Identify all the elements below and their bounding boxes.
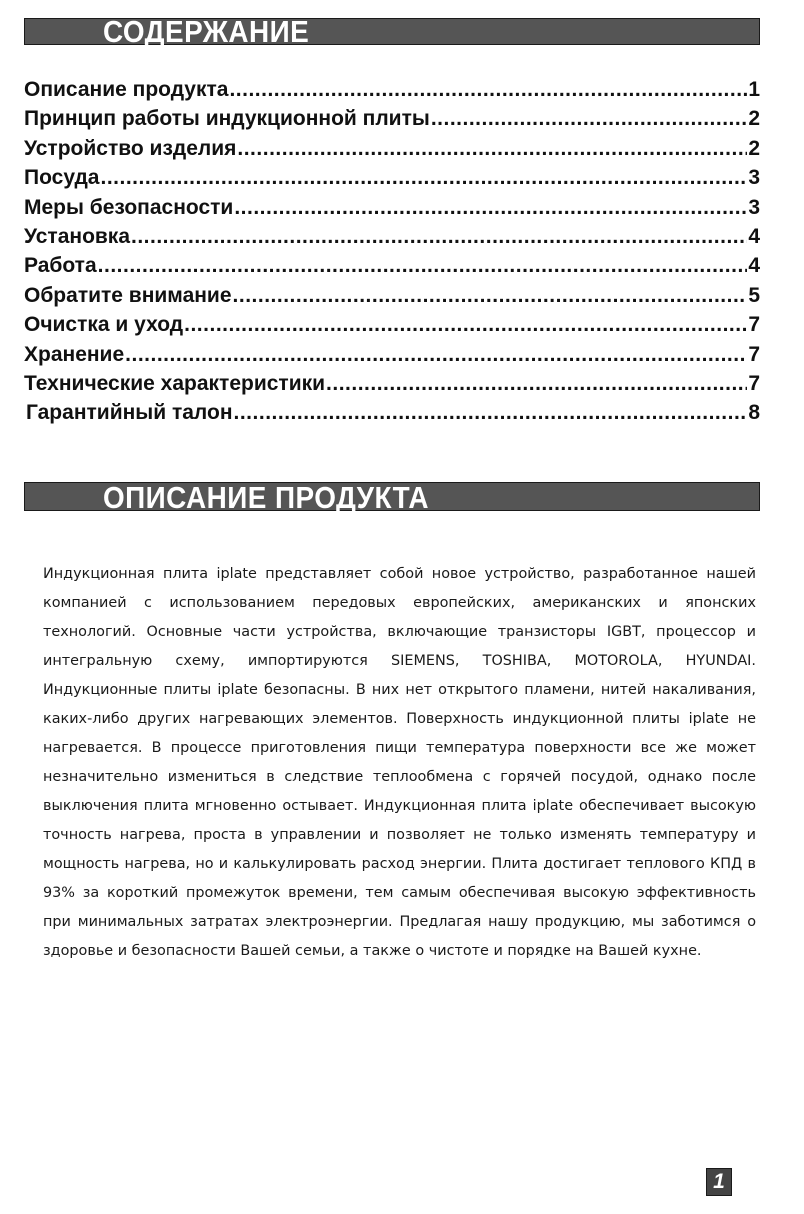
toc-entry-specifications[interactable] — [24, 369, 760, 398]
toc-leader-dots — [326, 369, 747, 398]
toc-leader-dots — [125, 340, 747, 369]
page-number: 1 — [706, 1168, 732, 1196]
toc-entry-title: Технические характеристики — [24, 371, 326, 395]
toc-leader-dots — [234, 398, 747, 427]
toc-entry-title: Посуда — [24, 166, 100, 190]
toc-entry-title: Хранение — [24, 342, 125, 366]
toc-entry-title: Описание продукта — [24, 78, 229, 101]
toc-leader-dots — [431, 104, 747, 133]
toc-entry-operating-principle[interactable] — [24, 104, 760, 133]
toc-leader-dots — [229, 75, 747, 104]
toc-entry-page: 8 — [748, 401, 760, 425]
toc-entry-page: 2 — [748, 107, 760, 131]
toc-leader-dots — [234, 193, 747, 222]
toc-entry-page: 7 — [748, 342, 760, 366]
toc-entry-operation[interactable] — [24, 251, 760, 280]
toc-entry-title: Обратите внимание — [24, 283, 232, 307]
toc-entry-title: Гарантийный талон — [26, 401, 233, 425]
toc-entry-warranty[interactable] — [24, 398, 760, 427]
toc-entry-product-description[interactable] — [24, 75, 760, 104]
toc-entry-cookware[interactable] — [24, 163, 760, 192]
toc-entry-attention[interactable] — [24, 281, 760, 310]
toc-entry-storage[interactable] — [24, 340, 760, 369]
toc-heading-bar — [24, 14, 760, 49]
toc-leader-dots — [184, 310, 747, 339]
toc-entry-page: 7 — [748, 313, 760, 337]
toc-heading: СОДЕРЖАНИЕ — [103, 14, 310, 49]
toc-entry-installation[interactable] — [24, 222, 760, 251]
toc-entry-title: Принцип работы индукционной плиты — [24, 107, 430, 131]
toc-entry-page: 3 — [748, 166, 760, 190]
toc-entry-title: Установка — [24, 224, 130, 248]
toc-entry-safety[interactable] — [24, 193, 760, 222]
toc-entry-page: 1 — [748, 78, 760, 101]
toc-entry-page: 7 — [748, 371, 760, 395]
toc-entry-page: 4 — [748, 224, 760, 248]
toc-leader-dots — [131, 222, 747, 251]
toc-entry-cleaning[interactable] — [24, 310, 760, 339]
toc-entry-title: Устройство изделия — [24, 136, 237, 160]
toc-entry-title: Работа — [24, 254, 97, 278]
toc-entry-page: 3 — [748, 195, 760, 219]
toc-entry-page: 4 — [748, 254, 760, 278]
toc-leader-dots — [237, 134, 747, 163]
toc-leader-dots — [233, 281, 747, 310]
toc-entry-title: Очистка и уход — [24, 313, 184, 337]
description-heading: ОПИСАНИЕ ПРОДУКТА — [103, 480, 429, 515]
toc-entry-page: 2 — [748, 136, 760, 160]
toc-entry-page: 5 — [748, 283, 760, 307]
toc-entry-title: Меры безопасности — [24, 195, 234, 219]
toc-leader-dots — [101, 163, 748, 192]
toc-entry-device-structure[interactable] — [24, 134, 760, 163]
description-paragraph: Индукционная плита iplate представляет собой новое устройство, разработанное нашей компанией с использованием передовых европейских, американских и японских технологий. Основные части устройства, включающие транзисторы IGBT, процессор и интегральную схему, импортируются SIEMENS, TOSHIBA, MOTOROLA, HYUNDAI. Индукционные плиты iplate безопасны. В них нет открытого пламени, нитей накаливания, каких-либо других нагревающих элементов. Поверхность индукционной плиты iplate не нагревается. В процессе приготовления пищи температура поверхности все же может незначительно измениться в следствие теплообмена с горячей посудой, однако после выключения плита мгновенно остывает. Индукционная плита iplate обеспечивает высокую точность нагрева, проста в управлении и позволяет не только изменять температуру и мощность нагрева, но и калькулировать расход энергии. Плита достигает теплового КПД в 93% за короткий промежуток времени, тем самым обеспечивая высокую эффективность при минимальных затратах электроэнергии. Предлагая нашу продукцию, мы заботимся о здоровье и безопасности Вашей семьи, а также о чистоте и порядке на Вашей кухне. — [43, 566, 756, 959]
toc-leader-dots — [98, 251, 747, 280]
table-of-contents — [24, 75, 760, 428]
description-heading-bar — [24, 480, 760, 515]
